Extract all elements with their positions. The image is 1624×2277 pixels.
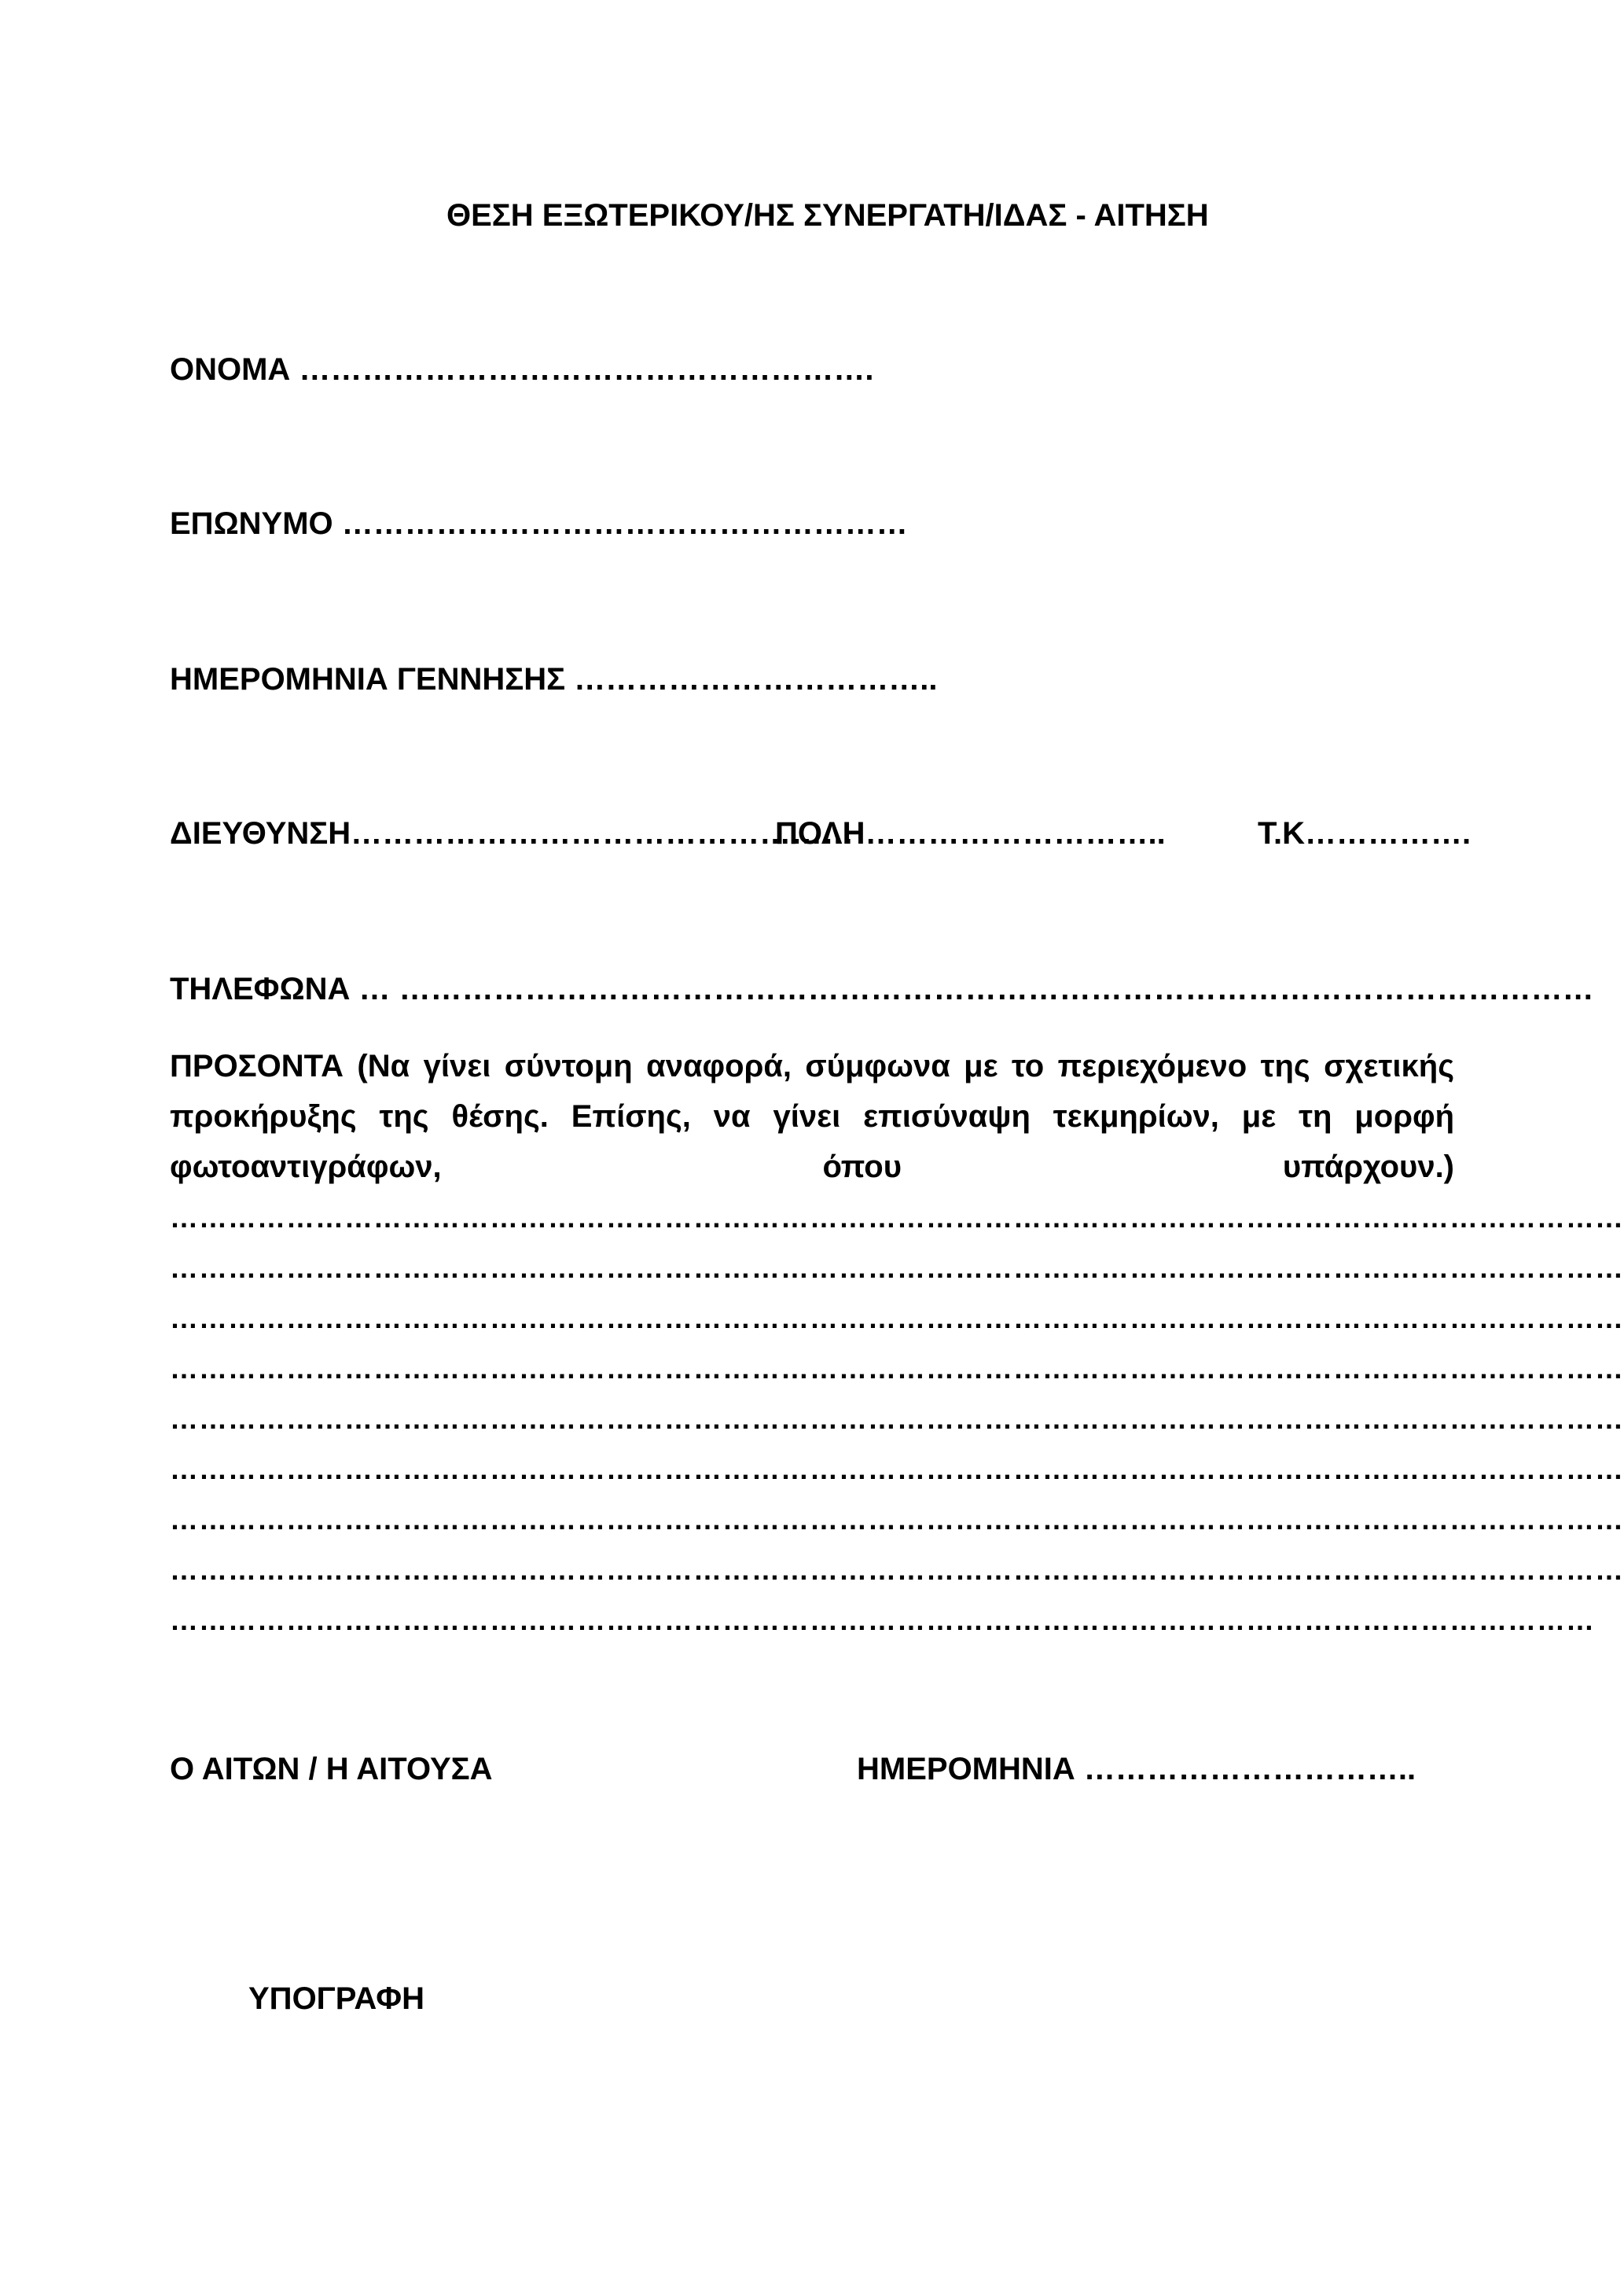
qualifications-paragraph: ΠΡΟΣΟΝΤΑ (Να γίνει σύντομη αναφορά, σύμφωνα με το περιεχόμενο της σχετικής προκήρυξης της θέσης. Επίσης, να γίνει επισύναψη τεκμηρίων, με τη μορφή φωτοαντιγράφων, όπου υπάρχουν.) (170, 1049, 1454, 1184)
dotted-line: ………………………………………………………………………………………………………………………………… (170, 1604, 1595, 1636)
city-field: ΠΟΛΗ……………………….. (775, 816, 1166, 851)
date-field: ΗΜΕΡΟΜΗΝΙΑ ………………………….. (857, 1752, 1416, 1786)
signature-label: ΥΠΟΓΡΑΦΗ (248, 1981, 424, 2016)
dotted-line: …………………………………………………………………………………………………………………………………… (170, 1302, 1624, 1334)
dotted-line: …………………………………………………………………………………………………………………………………… (170, 1403, 1624, 1435)
dotted-line: …………………………………………………………………………………………………………………………………… (170, 1453, 1624, 1485)
page-title: ΘΕΣΗ ΕΞΩΤΕΡΙΚΟΥ/ΗΣ ΣΥΝΕΡΓΑΤΗ/ΙΔΑΣ - ΑΙΤΗΣΗ (446, 198, 1209, 233)
dotted-line: …………………………………………………………………………………………………………………………………… (170, 1252, 1624, 1284)
dotted-line: …………………………………………………………………………………………………………………………………… (170, 1554, 1624, 1586)
applicant-label: Ο ΑΙΤΩΝ / Η ΑΙΤΟΥΣΑ (170, 1752, 493, 1786)
dotted-line: …………………………………………………………………………………………………………………………………… (170, 1352, 1624, 1385)
phones-field: ΤΗΛΕΦΩΝΑ … …………………………………………………………………………………………………… (170, 972, 1594, 1006)
dotted-line: …………………………………………………………………………………………………………………………………… (170, 1503, 1624, 1536)
postal-code-field: Τ.Κ……………. (1258, 816, 1472, 851)
dotted-line: …………………………………………………………………………………………………………………………………… (170, 1201, 1624, 1234)
birth-date-field: ΗΜΕΡΟΜΗΝΙΑ ΓΕΝΝΗΣΗΣ …………………………….. (170, 662, 938, 697)
name-field: ΟΝΟΜΑ ………………………………………………. (170, 352, 874, 387)
surname-field: ΕΠΩΝΥΜΟ ……………………………………………… (170, 506, 908, 541)
address-field: ΔΙΕΥΘΥΝΣΗ………………………………………… (170, 816, 854, 851)
